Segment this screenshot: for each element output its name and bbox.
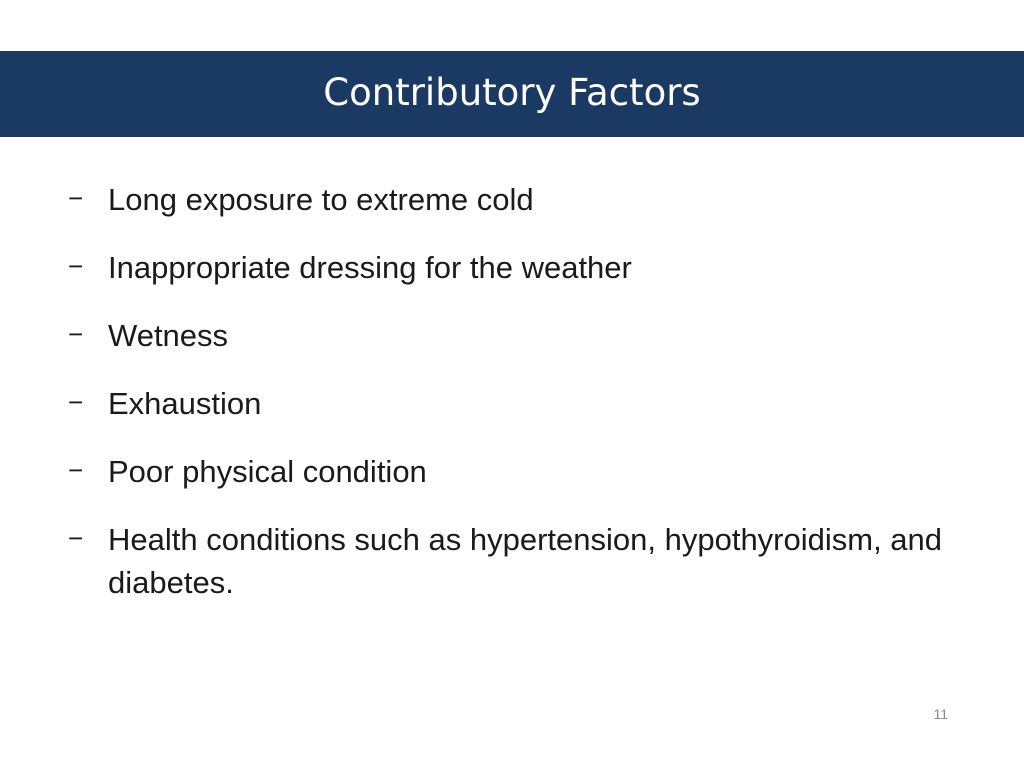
bullet-item [68, 382, 988, 425]
slide-title: Contributory Factors [323, 70, 701, 114]
bullet-text: Long exposure to extreme cold [108, 182, 534, 217]
bullet-item [68, 178, 988, 221]
dash-bullet-icon: − [68, 251, 84, 281]
dash-bullet-icon: − [68, 387, 84, 417]
dash-bullet-icon: − [68, 319, 84, 349]
bullet-text: Health conditions such as hypertension, hypothyroidism, and diabetes. [108, 522, 943, 600]
bullet-text: Exhaustion [108, 386, 262, 421]
dash-bullet-icon: − [68, 183, 84, 213]
bullet-item [68, 450, 988, 493]
bullet-item [68, 518, 988, 604]
bullet-item [68, 246, 988, 289]
bullet-text: Poor physical condition [108, 454, 427, 489]
page-number: 11 [933, 706, 948, 722]
dash-bullet-icon: − [68, 455, 84, 485]
bullet-item [68, 314, 988, 357]
bullet-list [68, 178, 988, 629]
title-bar [0, 51, 1024, 137]
dash-bullet-icon: − [68, 523, 84, 553]
bullet-text: Wetness [108, 318, 229, 353]
bullet-text: Inappropriate dressing for the weather [108, 250, 632, 285]
